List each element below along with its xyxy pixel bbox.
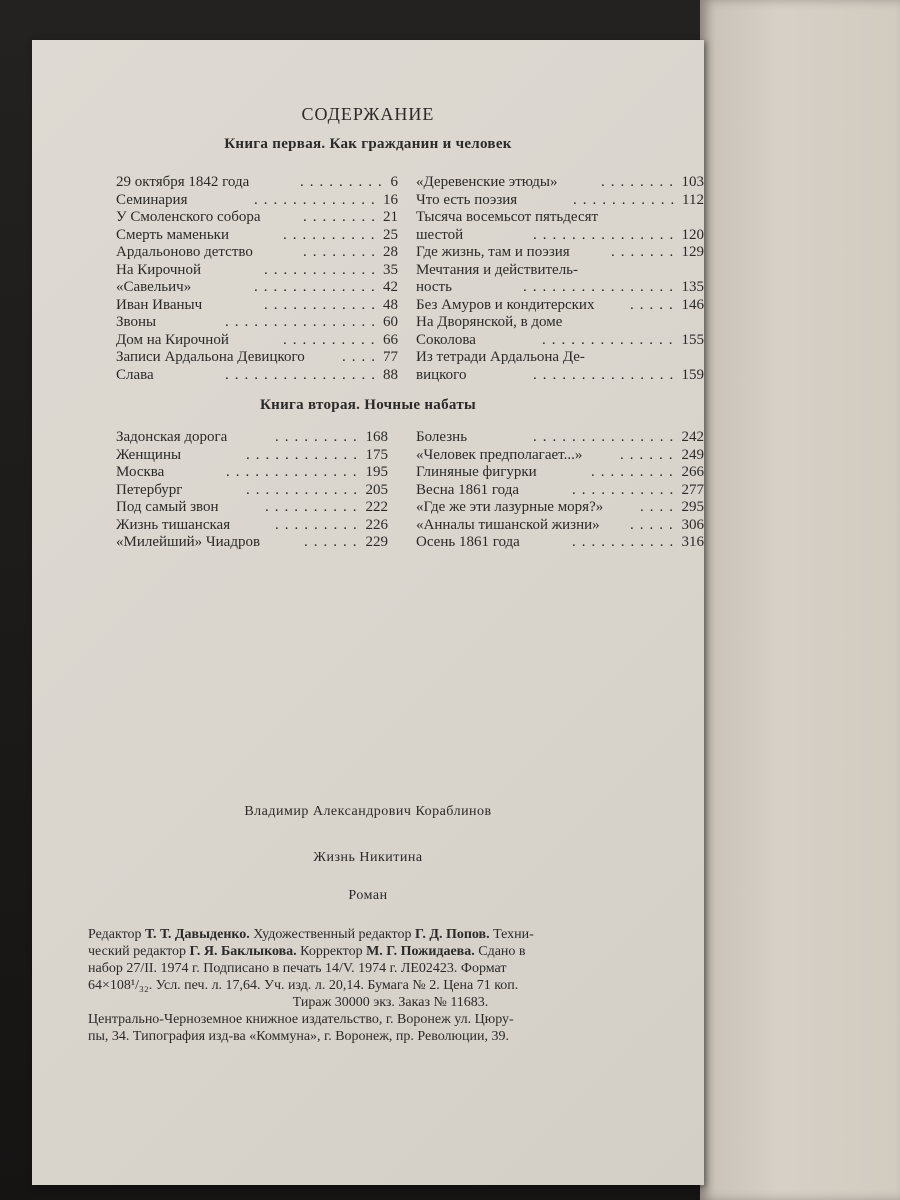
entry-page-number: 48 [383, 296, 398, 313]
leader-dots: ................ [225, 366, 381, 383]
toc-entry [416, 516, 704, 534]
art-editor-name: Г. Д. Попов. [414, 927, 490, 942]
book1-right-column [416, 173, 704, 393]
leader-dots: ........ [303, 244, 381, 260]
entry-page-number: 77 [383, 349, 398, 365]
toc-entry [416, 243, 704, 261]
entry-page-number: 16 [383, 191, 398, 208]
book-page [32, 40, 704, 1185]
toc-entry [416, 481, 704, 499]
entry-title: Глиняные фигурки [416, 464, 537, 480]
imprint-text: Техни- [489, 927, 534, 942]
toc-entry [116, 498, 388, 516]
entry-title: У Смоленского собора [116, 209, 261, 225]
entry-title: Тысяча восемьсот пятьдесят [416, 209, 599, 225]
entry-page-number: 155 [681, 331, 704, 348]
book-title: Жизнь Никитина [313, 850, 423, 865]
entry-page-number: 66 [383, 331, 398, 348]
imprint-text: ческий редактор [88, 944, 190, 959]
toc-entry [116, 191, 398, 209]
leader-dots: .......... [283, 331, 381, 348]
entry-page-number: 195 [365, 464, 388, 480]
entry-title: Иван Иваныч [116, 296, 203, 313]
entry-title: 29 октября 1842 года [116, 174, 250, 190]
proofreader-name: М. Г. Пожидаева. [366, 944, 475, 959]
imprint-text: Сдано в [474, 944, 526, 959]
genre-label: Роман [348, 888, 388, 903]
imprint-line-3: набор 27/II. 1974 г. Подписано в печать 14/V. 1974 г. ЛЕ02423. Формат [88, 961, 507, 976]
leader-dots: ............... [533, 366, 680, 383]
toc-entry [116, 278, 398, 296]
imprint-line-5: Тираж 30000 экз. Заказ № 11683. [292, 995, 489, 1010]
entry-page-number: 266 [681, 464, 704, 480]
leader-dots: ............... [533, 226, 680, 243]
toc-entry [116, 481, 388, 499]
leader-dots: ......... [300, 174, 388, 190]
leader-dots: ......... [591, 464, 679, 480]
entry-title: На Кирочной [116, 261, 201, 278]
toc-entry [416, 428, 704, 446]
entry-page-number: 60 [383, 314, 398, 330]
toc-entry [116, 173, 398, 191]
entry-page-number: 120 [681, 226, 704, 243]
leader-dots: .......... [265, 499, 363, 515]
entry-page-number: 168 [365, 429, 388, 445]
book2-heading: Книга вторая. Ночные набаты [259, 397, 476, 413]
toc-entry [416, 191, 704, 209]
entry-title: «Анналы тишанской жизни» [416, 516, 600, 533]
toc-entry [116, 463, 388, 481]
entry-page-number: 277 [681, 481, 704, 498]
leader-dots: ........... [573, 191, 681, 208]
entry-title: Звоны [116, 314, 157, 330]
toc-entry [416, 533, 704, 551]
tech-editor-name: Г. Я. Баклыкова. [189, 944, 297, 959]
leader-dots: ................ [225, 314, 381, 330]
entry-page-number: 103 [681, 174, 704, 190]
entry-title: Где жизнь, там и поэзия [416, 244, 570, 260]
leader-dots: ............. [254, 191, 381, 208]
leader-dots: ............. [254, 279, 381, 295]
entry-title: «Милейший» Чиадров [116, 534, 261, 550]
leader-dots: ........ [601, 174, 679, 190]
entry-title: На Дворянской, в доме [416, 314, 563, 330]
toc-entry [416, 226, 704, 244]
entry-title: Весна 1861 года [416, 481, 520, 498]
leader-dots: .......... [283, 226, 381, 243]
entry-page-number: 88 [383, 366, 398, 383]
entry-page-number: 226 [365, 516, 388, 533]
toc-entry [116, 243, 398, 261]
entry-page-number: 306 [681, 516, 704, 533]
entry-page-number: 175 [365, 446, 388, 463]
next-page-edge [700, 0, 900, 1200]
leader-dots: ............ [246, 481, 363, 498]
entry-page-number: 129 [681, 244, 704, 260]
toc-entry [416, 366, 704, 384]
toc-entry [416, 261, 704, 279]
entry-page-number: 42 [383, 279, 398, 295]
entry-page-number: 112 [682, 191, 704, 208]
entry-page-number: 159 [681, 366, 704, 383]
imprint-line-7: пы, 34. Типография изд-ва «Коммуна», г. Воронеж, пр. Революции, 39. [88, 1029, 509, 1044]
entry-title: Ардальоново детство [116, 244, 253, 260]
entry-title: «Савельич» [116, 279, 192, 295]
entry-title: «Деревенские этюды» [416, 174, 558, 190]
toc-entry [416, 208, 704, 226]
book2-left-column [116, 428, 388, 558]
entry-title: Осень 1861 года [416, 534, 520, 550]
toc-entry [116, 348, 398, 366]
leader-dots: ...... [304, 534, 363, 550]
entry-title: Болезнь [416, 429, 468, 445]
entry-title: Жизнь тишанская [116, 516, 231, 533]
leader-dots: ......... [275, 516, 363, 533]
toc-entry [116, 428, 388, 446]
entry-page-number: 21 [383, 209, 398, 225]
toc-entry [116, 516, 388, 534]
entry-title: Женщины [116, 446, 182, 463]
entry-title: Мечтания и действитель- [416, 261, 579, 278]
imprint-block [88, 926, 693, 1045]
leader-dots: ............ [264, 261, 381, 278]
toc-entry [116, 226, 398, 244]
entry-page-number: 205 [365, 481, 388, 498]
toc-entry [116, 446, 388, 464]
entry-title: Смерть маменьки [116, 226, 229, 243]
leader-dots: ........ [303, 209, 381, 225]
toc-entry [116, 296, 398, 314]
entry-page-number: 35 [383, 261, 398, 278]
leader-dots: ................ [523, 279, 679, 295]
toc-entry [116, 313, 398, 331]
entry-title: Дом на Кирочной [116, 331, 229, 348]
imprint-line-4: 64×108¹/₃₂. Усл. печ. л. 17,64. Уч. изд. л. 20,14. Бумага № 2. Цена 71 коп. [88, 978, 519, 993]
leader-dots: ........... [572, 481, 680, 498]
entry-title: шестой [416, 226, 464, 243]
entry-title: Под самый звон [116, 499, 219, 515]
toc-entry [416, 446, 704, 464]
entry-title: Без Амуров и кондитерских [416, 296, 595, 313]
entry-title: ность [416, 279, 452, 295]
toc-entry [416, 498, 704, 516]
entry-page-number: 316 [681, 534, 704, 550]
toc-entry [416, 296, 704, 314]
editor-name: Т. Т. Давыденко. [145, 927, 250, 942]
entry-page-number: 229 [365, 534, 388, 550]
entry-title: Слава [116, 366, 154, 383]
entry-page-number: 25 [383, 226, 398, 243]
entry-title: Петербург [116, 481, 183, 498]
leader-dots: ..... [630, 516, 679, 533]
imprint-line-6: Центрально-Черноземное книжное издательство, г. Воронеж ул. Цюру- [88, 1012, 514, 1027]
imprint-line-2 [88, 943, 693, 960]
entry-title: Записи Ардальона Девицкого [116, 349, 305, 365]
toc-entry [416, 173, 704, 191]
entry-title: Задонская дорога [116, 429, 228, 445]
leader-dots: ............ [264, 296, 381, 313]
toc-entry [416, 278, 704, 296]
entry-page-number: 242 [681, 429, 704, 445]
entry-title: вицкого [416, 366, 467, 383]
leader-dots: ......... [275, 429, 363, 445]
toc-entry [416, 348, 704, 366]
imprint-text: Художественный редактор [249, 927, 415, 942]
leader-dots: ............ [246, 446, 363, 463]
leader-dots: .............. [542, 331, 679, 348]
imprint-text: Редактор [88, 927, 146, 942]
leader-dots: ....... [611, 244, 680, 260]
entry-title: Семинария [116, 191, 188, 208]
book1-left-column [116, 173, 398, 393]
entry-page-number: 295 [681, 499, 704, 515]
toc-entry [416, 463, 704, 481]
leader-dots: .... [640, 499, 679, 515]
entry-page-number: 222 [365, 499, 388, 515]
entry-page-number: 146 [681, 296, 704, 313]
entry-title: Соколова [416, 331, 476, 348]
toc-entry [116, 261, 398, 279]
entry-title: «Человек предполагает...» [416, 446, 583, 463]
entry-title: Из тетради Ардальона Де- [416, 349, 585, 365]
entry-page-number: 135 [681, 279, 704, 295]
leader-dots: ............... [533, 429, 680, 445]
toc-entry [116, 331, 398, 349]
leader-dots: ........... [572, 534, 680, 550]
entry-page-number: 28 [383, 244, 398, 260]
author-name: Владимир Александрович Кораблинов [244, 804, 492, 819]
leader-dots: ...... [620, 446, 679, 463]
entry-page-number: 249 [681, 446, 704, 463]
toc-entry [416, 331, 704, 349]
toc-entry [116, 366, 398, 384]
entry-title: Москва [116, 464, 165, 480]
leader-dots: .... [342, 349, 381, 365]
imprint-text: Корректор [296, 944, 367, 959]
entry-title: «Где же эти лазурные моря?» [416, 499, 604, 515]
book1-heading: Книга первая. Как гражданин и человек [224, 136, 512, 152]
toc-entry [116, 533, 388, 551]
leader-dots: ..... [630, 296, 679, 313]
entry-page-number: 6 [390, 174, 398, 190]
book2-right-column [416, 428, 704, 558]
contents-title: СОДЕРЖАНИЕ [301, 104, 435, 124]
toc-entry [116, 208, 398, 226]
imprint-line-1 [88, 926, 693, 943]
toc-entry [416, 313, 704, 331]
entry-title: Что есть поэзия [416, 191, 518, 208]
leader-dots: .............. [226, 464, 363, 480]
